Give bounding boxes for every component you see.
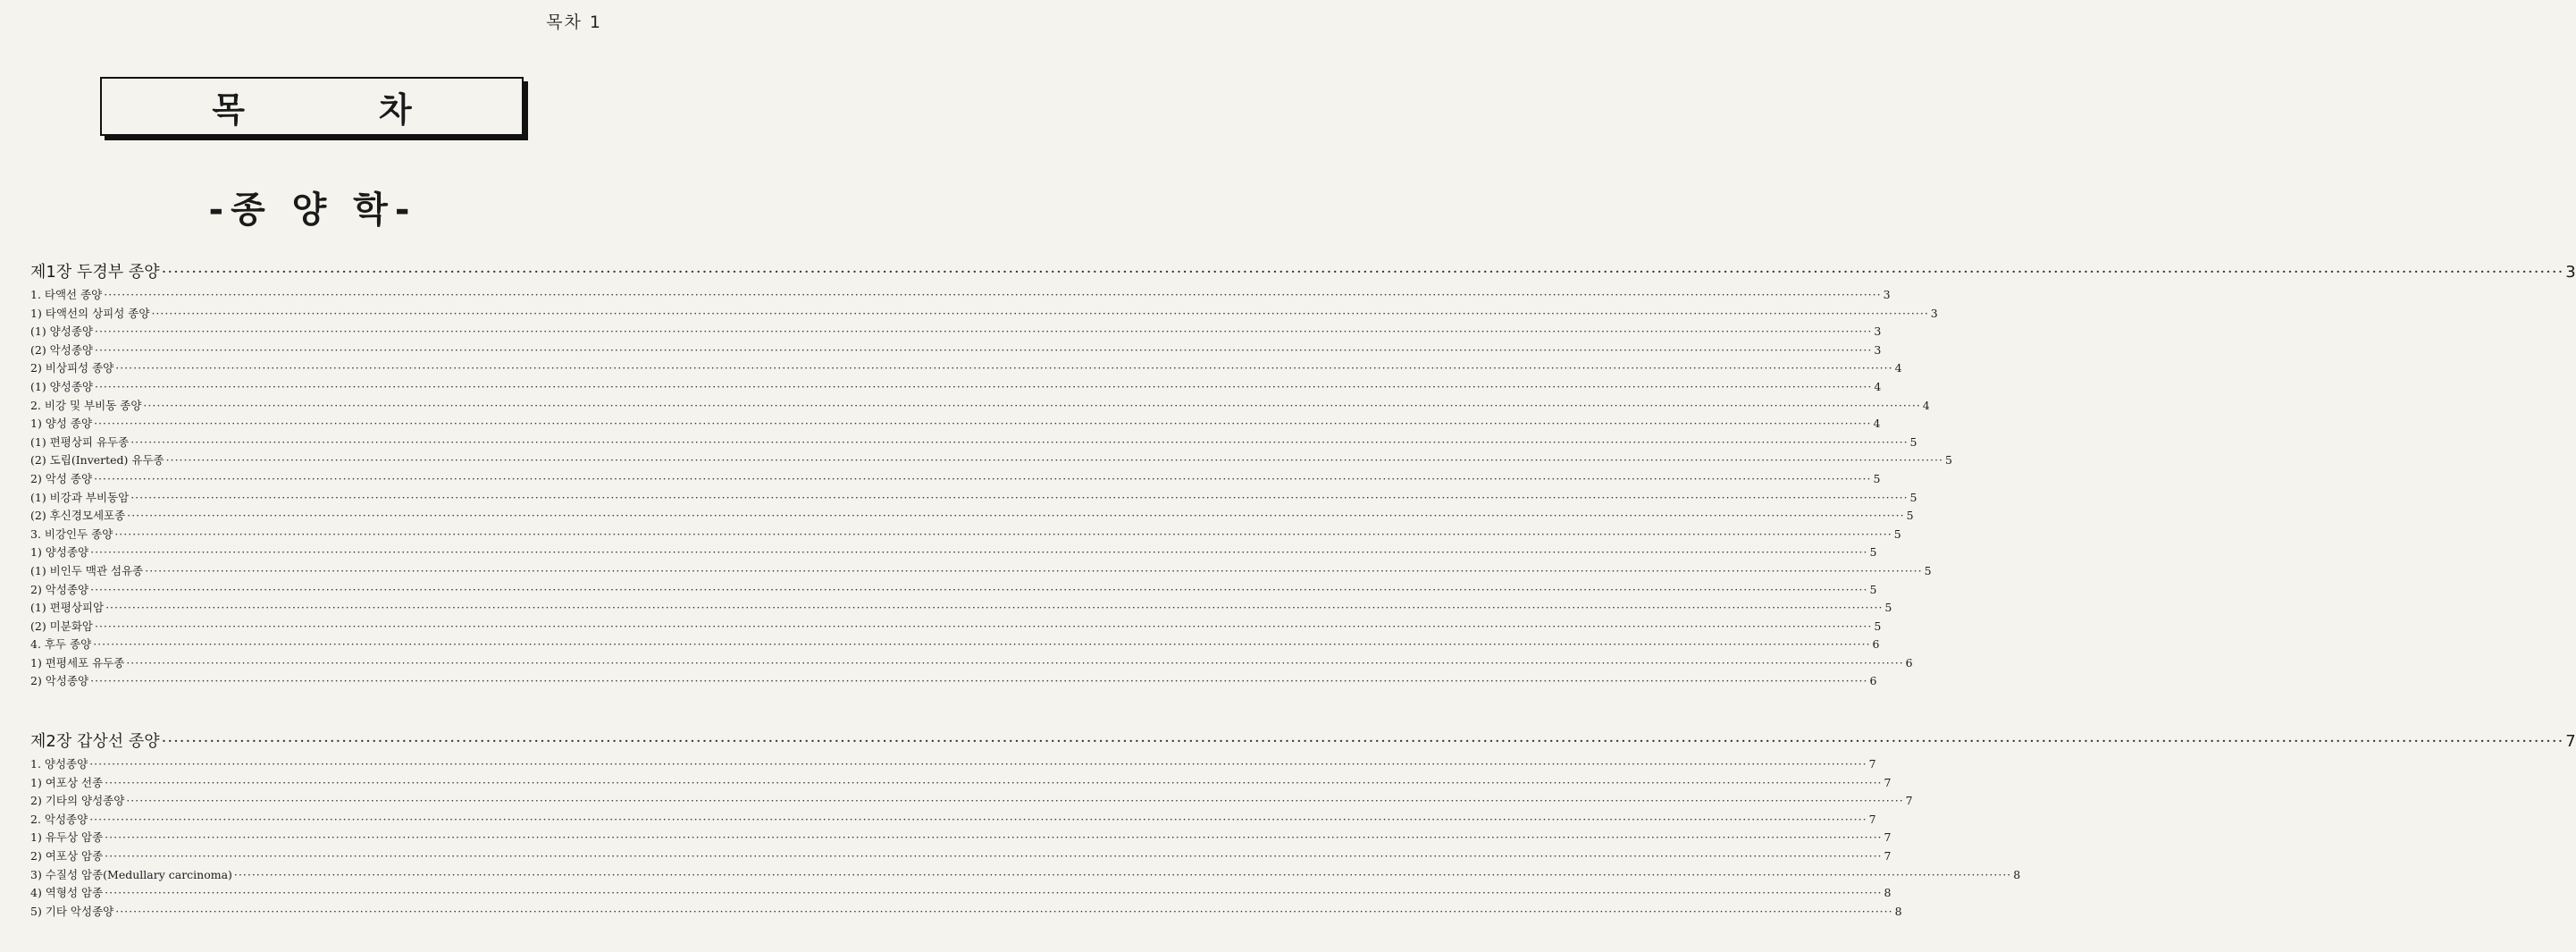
page-number: 7 bbox=[1884, 775, 1892, 789]
dot-leader: ················································································································································································································································································································································································································ bbox=[94, 379, 1873, 393]
entry-label: 2) 여포상 암종 bbox=[30, 848, 104, 863]
dot-leader: ················································································································································································································································································································································································································ bbox=[233, 867, 2012, 881]
page-number: 7 bbox=[1884, 848, 1892, 863]
page-number: 3 bbox=[1874, 324, 1882, 339]
dot-leader: ················································································································································································································································································································································································································ bbox=[89, 812, 1867, 826]
page-number: 5 bbox=[1873, 471, 1881, 485]
toc-entry bbox=[30, 341, 1882, 360]
entry-label: 3) 수질성 암종(Medullary carcinoma) bbox=[30, 867, 232, 881]
page-number: 7 bbox=[2565, 732, 2576, 751]
entry-label: (1) 양성종양 bbox=[30, 324, 93, 339]
page-number: 3 bbox=[2565, 263, 2576, 282]
page-number: 6 bbox=[1872, 637, 1880, 652]
dot-leader: ················································································································································································································································································································································································································ bbox=[90, 582, 1868, 596]
page-number: 6 bbox=[1869, 674, 1877, 688]
dot-leader: ················································································································································································································································································································································································································ bbox=[126, 655, 1904, 670]
toc-entry bbox=[30, 581, 1877, 600]
entry-label: 1) 양성 종양 bbox=[30, 417, 93, 431]
page-number: 8 bbox=[1894, 904, 1902, 918]
dot-leader: ················································································································································································································································································································································································································ bbox=[115, 361, 1893, 375]
toc-entry bbox=[30, 847, 1892, 866]
page-number: 7 bbox=[1905, 794, 1913, 808]
entry-label: (1) 비강과 부비동암 bbox=[30, 490, 130, 504]
dot-leader: ················································································································································································································································································································································································································ bbox=[115, 904, 1893, 918]
entry-label: 1. 타액선 종양 bbox=[30, 288, 103, 301]
dot-leader: ················································································································································································································································································································································································································ bbox=[143, 398, 1921, 412]
toc-entry bbox=[30, 654, 1913, 673]
dot-leader: ················································································································································································································································································································································································································ bbox=[90, 545, 1868, 560]
toc-chapter-row bbox=[30, 729, 2576, 755]
page-number: 7 bbox=[1868, 757, 1876, 771]
entry-label: 4. 후두 종양 bbox=[30, 637, 92, 652]
toc-entry bbox=[30, 286, 1891, 305]
entry-label: 2. 악성종양 bbox=[30, 812, 88, 826]
toc-entry bbox=[30, 811, 1876, 830]
dot-leader: ················································································································································································································································································································································································································ bbox=[104, 288, 1882, 301]
page-number: 5 bbox=[1884, 601, 1892, 615]
toc-entry bbox=[30, 305, 1938, 324]
entry-label: 3. 비강인두 종양 bbox=[30, 527, 113, 541]
toc-entry bbox=[30, 636, 1880, 654]
chapter-title: 제2장 갑상선 종양 bbox=[30, 732, 160, 751]
page-number: 3 bbox=[1883, 288, 1891, 301]
entry-label: (1) 편평상피 유두종 bbox=[30, 434, 130, 449]
dot-leader: ················································································································································································································································································································································································································ bbox=[114, 527, 1892, 541]
page-number: 7 bbox=[1868, 812, 1876, 826]
toc-entry bbox=[30, 829, 1892, 847]
page-number: 5 bbox=[1924, 563, 1932, 577]
entry-label: (2) 미분화암 bbox=[30, 619, 93, 633]
toc-entry bbox=[30, 672, 1877, 691]
toc-title-box bbox=[100, 77, 546, 136]
dot-leader: ················································································································································································································································································································································································································ bbox=[105, 848, 1883, 863]
dot-leader: ················································································································································································································································································································································································································ bbox=[127, 509, 1905, 523]
entry-label: (2) 악성종양 bbox=[30, 342, 93, 357]
toc-entry bbox=[30, 323, 1882, 341]
subject-heading: -종 양 학- bbox=[208, 190, 417, 231]
toc-chapter-row bbox=[30, 259, 2576, 286]
toc-entry bbox=[30, 526, 1901, 544]
running-header: 목차 1 bbox=[546, 13, 602, 32]
toc-entry bbox=[30, 378, 1882, 397]
toc-entry bbox=[30, 470, 1881, 489]
dot-leader: ················································································································································································································································································································································································································ bbox=[105, 886, 1883, 900]
toc-entry bbox=[30, 489, 1917, 508]
entry-label: 1) 타액선의 상피성 종양 bbox=[30, 306, 150, 320]
toc-entry bbox=[30, 562, 1932, 581]
toc-entry bbox=[30, 359, 1902, 378]
entry-label: 1) 여포상 선종 bbox=[30, 775, 104, 789]
toc-entry bbox=[30, 451, 1952, 470]
chapter-title: 제1장 두경부 종양 bbox=[30, 263, 160, 282]
entry-label: (2) 도립(Inverted) 유두종 bbox=[30, 453, 164, 468]
page-number: 5 bbox=[1909, 490, 1917, 504]
page-number: 5 bbox=[1893, 527, 1901, 541]
page-number: 7 bbox=[1884, 830, 1892, 845]
toc-title: 목차 bbox=[212, 89, 546, 130]
toc-entry bbox=[30, 599, 1892, 618]
dot-leader: ················································································································································································································································································································································································································ bbox=[93, 637, 1871, 652]
page-number: 5 bbox=[1869, 545, 1877, 560]
dot-leader: ················································································································································································································································································································································································································ bbox=[94, 619, 1873, 633]
page-number: 4 bbox=[1873, 417, 1881, 431]
page-number: 3 bbox=[1874, 342, 1882, 357]
toc-chapter-1 bbox=[30, 259, 2576, 691]
toc-entry bbox=[30, 397, 1930, 416]
page-number: 8 bbox=[2013, 867, 2021, 881]
entry-label: 2) 악성종양 bbox=[30, 674, 89, 688]
entry-label: (2) 후신경모세포종 bbox=[30, 509, 126, 523]
page-number: 4 bbox=[1874, 379, 1882, 393]
entry-label: 1) 양성종양 bbox=[30, 545, 89, 560]
dot-leader: ················································································································································································································································································································································································································ bbox=[90, 674, 1868, 688]
page-number: 6 bbox=[1905, 655, 1913, 670]
entry-label: (1) 비인두 맥관 섬유종 bbox=[30, 563, 144, 577]
toc-entry bbox=[30, 884, 1892, 903]
page-number: 5 bbox=[1874, 619, 1882, 633]
entry-label: 5) 기타 악성종양 bbox=[30, 904, 114, 918]
toc-entry bbox=[30, 903, 1902, 922]
dot-leader: ················································································································································································································································································································································································································ bbox=[94, 471, 1872, 485]
dot-leader: ················································································································································································································································································································································································································ bbox=[130, 490, 1909, 504]
entry-label: 2. 비강 및 부비동 종양 bbox=[30, 398, 142, 412]
page-number: 5 bbox=[1906, 509, 1914, 523]
entry-label: (1) 편평상피암 bbox=[30, 601, 105, 615]
dot-leader: ················································································································································································································································································································································································································ bbox=[161, 263, 2564, 282]
toc-entry bbox=[30, 792, 1913, 811]
dot-leader: ················································································································································································································································································································································································································ bbox=[89, 757, 1867, 771]
entry-label: 1) 편평세포 유두종 bbox=[30, 655, 125, 670]
dot-leader: ················································································································································································································································································································································································································ bbox=[145, 563, 1923, 577]
page-number: 4 bbox=[1922, 398, 1930, 412]
toc-entry bbox=[30, 755, 1876, 774]
dot-leader: ················································································································································································································································································································································································································ bbox=[94, 324, 1873, 339]
entry-label: 2) 기타의 양성종양 bbox=[30, 794, 125, 808]
entry-label: 2) 악성 종양 bbox=[30, 471, 93, 485]
entry-label: (1) 양성종양 bbox=[30, 379, 93, 393]
dot-leader: ················································································································································································································································································································································································································ bbox=[161, 732, 2564, 751]
toc-entry bbox=[30, 618, 1882, 636]
toc-entry bbox=[30, 774, 1892, 793]
page-number: 5 bbox=[1869, 582, 1877, 596]
toc-entry bbox=[30, 543, 1877, 562]
dot-leader: ················································································································································································································································································································································································································ bbox=[165, 453, 1943, 468]
dot-leader: ················································································································································································································································································································································································································ bbox=[126, 794, 1904, 808]
entry-label: 1. 양성종양 bbox=[30, 757, 88, 771]
entry-label: 2) 비상피성 종양 bbox=[30, 361, 114, 375]
dot-leader: ················································································································································································································································································································································································································ bbox=[94, 342, 1873, 357]
toc-entry bbox=[30, 434, 1917, 452]
page-number: 4 bbox=[1894, 361, 1902, 375]
toc-chapter-2 bbox=[30, 729, 2576, 921]
toc-entry bbox=[30, 415, 1881, 434]
dot-leader: ················································································································································································································································································································································································································ bbox=[94, 417, 1872, 431]
dot-leader: ················································································································································································································································································································································································································ bbox=[105, 830, 1883, 845]
entry-label: 4) 역형성 암종 bbox=[30, 886, 104, 900]
entry-label: 2) 악성종양 bbox=[30, 582, 89, 596]
toc-entry bbox=[30, 866, 2021, 885]
dot-leader: ················································································································································································································································································································································································································ bbox=[105, 775, 1883, 789]
dot-leader: ················································································································································································································································································································································································································ bbox=[105, 601, 1884, 615]
page-number: 5 bbox=[1909, 434, 1917, 449]
entry-label: 1) 유두상 암종 bbox=[30, 830, 104, 845]
dot-leader: ················································································································································································································································································································································································································ bbox=[130, 434, 1909, 449]
page-number: 8 bbox=[1884, 886, 1892, 900]
toc-entry bbox=[30, 507, 1914, 526]
dot-leader: ················································································································································································································································································································································································································ bbox=[151, 306, 1929, 320]
page-number: 3 bbox=[1930, 306, 1938, 320]
page-number: 5 bbox=[1945, 453, 1952, 468]
